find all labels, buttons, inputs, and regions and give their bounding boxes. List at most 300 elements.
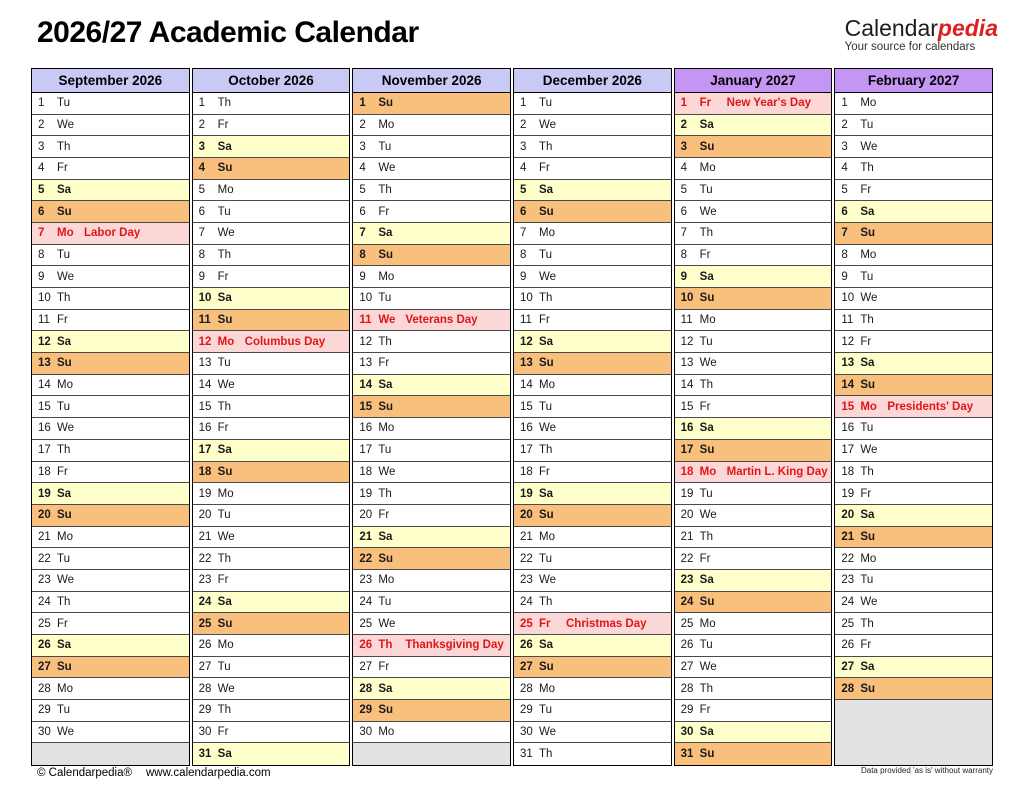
weekday-abbrev: Tu (217, 660, 231, 673)
day-number: 13 (38, 357, 51, 370)
day-cell (835, 462, 992, 484)
day-number: 2 (198, 119, 206, 131)
day-number: 14 (38, 379, 51, 392)
weekday-abbrev: Th (699, 530, 714, 543)
day-number: 7 (520, 227, 527, 240)
day-number: 10 (680, 292, 694, 305)
day-number: 8 (680, 249, 688, 262)
weekday-abbrev: Mo (57, 682, 73, 695)
day-number: 28 (680, 682, 694, 695)
day-number: 16 (198, 422, 212, 435)
day-cell (514, 700, 671, 722)
day-number: 21 (520, 530, 533, 543)
logo-wordmark (845, 16, 998, 40)
day-number: 2 (680, 119, 688, 131)
day-number: 8 (520, 249, 527, 262)
weekday-abbrev: We (539, 119, 557, 131)
day-cell (193, 570, 350, 592)
day-cell (32, 570, 189, 592)
day-number: 20 (198, 509, 212, 522)
weekday-abbrev: Sa (57, 184, 72, 197)
weekday-abbrev: Su (539, 509, 554, 522)
day-cell (193, 310, 350, 332)
day-cell (353, 657, 510, 679)
day-number: 5 (38, 184, 45, 197)
day-number: 11 (198, 314, 211, 327)
day-number: 4 (841, 162, 848, 175)
weekday-abbrev: Sa (217, 595, 232, 608)
day-cell (353, 418, 510, 440)
weekday-abbrev: We (860, 595, 878, 608)
day-cell (193, 483, 350, 505)
weekday-abbrev: Sa (860, 509, 875, 522)
day-cell (353, 462, 510, 484)
day-number: 26 (198, 639, 212, 652)
day-cell (514, 592, 671, 614)
day-cell (835, 115, 992, 137)
day-number: 9 (38, 270, 45, 283)
weekday-abbrev: Tu (860, 422, 874, 435)
weekday-abbrev: Su (539, 660, 554, 673)
weekday-abbrev: Tu (378, 444, 392, 457)
weekday-abbrev: Tu (860, 574, 874, 587)
day-number: 1 (359, 97, 366, 110)
weekday-abbrev: Fr (217, 270, 229, 283)
day-cell (514, 288, 671, 310)
month-header: February 2027 (835, 69, 992, 93)
day-cell (353, 201, 510, 223)
footer-copyright (37, 767, 271, 779)
day-number: 29 (520, 704, 533, 717)
day-cell (32, 93, 189, 115)
day-cell (193, 700, 350, 722)
weekday-abbrev: Fr (378, 660, 390, 673)
day-cell (353, 635, 510, 657)
day-number: 19 (520, 487, 533, 500)
day-cell (675, 136, 832, 158)
day-cell (675, 570, 832, 592)
weekday-abbrev: Su (217, 314, 233, 327)
day-number: 25 (198, 617, 212, 630)
day-cell (514, 418, 671, 440)
day-number: 23 (38, 574, 51, 587)
day-cell (514, 505, 671, 527)
weekday-abbrev: Sa (57, 487, 72, 500)
day-cell (193, 331, 350, 353)
weekday-abbrev: Su (378, 704, 394, 717)
weekday-abbrev: Th (539, 444, 553, 457)
holiday-label: Martin L. King Day (726, 465, 828, 478)
day-cell (32, 635, 189, 657)
day-cell (514, 743, 671, 765)
day-cell (32, 136, 189, 158)
holiday-label: Columbus Day (244, 335, 326, 348)
weekday-abbrev: We (57, 119, 75, 131)
day-cell (835, 635, 992, 657)
day-number: 29 (680, 704, 694, 717)
day-cell (193, 136, 350, 158)
day-cell (353, 158, 510, 180)
weekday-abbrev: Su (539, 357, 554, 370)
day-number: 27 (520, 660, 533, 673)
day-number: 11 (841, 314, 854, 327)
weekday-abbrev: Th (217, 552, 232, 565)
day-number: 24 (198, 595, 212, 608)
day-cell (835, 158, 992, 180)
day-number: 22 (38, 552, 51, 565)
day-cell (514, 483, 671, 505)
weekday-abbrev: We (217, 682, 235, 695)
weekday-abbrev: Th (378, 487, 392, 500)
day-number: 4 (38, 162, 45, 175)
day-cell (675, 657, 832, 679)
day-cell (32, 331, 189, 353)
day-cell (193, 201, 350, 223)
day-cell (32, 548, 189, 570)
day-cell (675, 310, 832, 332)
day-number: 17 (680, 444, 694, 457)
weekday-abbrev: Mo (539, 227, 555, 240)
day-cell (353, 505, 510, 527)
day-cell (514, 331, 671, 353)
day-cell (193, 396, 350, 418)
day-cell (32, 722, 189, 744)
weekday-abbrev: Sa (217, 140, 232, 153)
day-number: 13 (198, 357, 212, 370)
day-cell (675, 266, 832, 288)
day-cell (835, 613, 992, 635)
day-cell (675, 700, 832, 722)
day-number: 30 (680, 725, 694, 738)
day-cell (193, 375, 350, 397)
weekday-abbrev: Mo (860, 97, 877, 110)
day-number: 28 (841, 682, 855, 695)
weekday-abbrev: Sa (699, 270, 714, 283)
day-number: 19 (680, 487, 694, 500)
day-cell (32, 396, 189, 418)
day-number: 17 (520, 444, 533, 457)
day-cell (514, 310, 671, 332)
weekday-abbrev: We (378, 465, 396, 478)
month-column-december (513, 68, 672, 766)
day-number: 22 (841, 552, 855, 565)
day-number: 19 (38, 487, 51, 500)
day-number: 24 (841, 595, 855, 608)
day-number: 25 (680, 617, 694, 630)
day-cell (353, 678, 510, 700)
calendar-grid (31, 68, 993, 766)
day-cell (353, 396, 510, 418)
weekday-abbrev: Tu (860, 270, 874, 283)
day-number: 10 (359, 292, 373, 305)
weekday-abbrev: Mo (539, 682, 555, 695)
day-number: 20 (680, 509, 694, 522)
empty-cell (835, 700, 992, 765)
weekday-abbrev: Sa (217, 292, 232, 305)
day-cell (835, 331, 992, 353)
month-header: December 2026 (514, 69, 671, 93)
day-number: 2 (38, 119, 45, 131)
day-number: 19 (841, 487, 855, 500)
website-url: www.calendarpedia.com (145, 767, 271, 779)
day-cell (193, 158, 350, 180)
weekday-abbrev: Tu (539, 400, 552, 413)
day-number: 24 (520, 595, 533, 608)
weekday-abbrev: We (57, 725, 75, 738)
weekday-abbrev: Sa (378, 682, 393, 695)
day-cell (32, 613, 189, 635)
weekday-abbrev: Th (217, 400, 232, 413)
day-number: 21 (38, 530, 51, 543)
day-cell (32, 223, 189, 245)
day-number: 2 (520, 119, 527, 131)
day-cell (193, 527, 350, 549)
weekday-abbrev: Sa (539, 335, 554, 348)
day-number: 30 (359, 725, 373, 738)
day-cell (835, 505, 992, 527)
weekday-abbrev: Tu (217, 205, 231, 218)
day-number: 18 (520, 465, 533, 478)
day-number: 16 (520, 422, 533, 435)
day-cell (675, 722, 832, 744)
day-cell (514, 223, 671, 245)
day-number: 6 (359, 205, 366, 218)
day-cell (353, 592, 510, 614)
weekday-abbrev: Fr (539, 617, 551, 630)
day-number: 14 (520, 379, 533, 392)
month-header: October 2026 (193, 69, 350, 93)
weekday-abbrev: We (57, 574, 75, 587)
weekday-abbrev: Tu (699, 184, 713, 197)
day-number: 18 (359, 465, 373, 478)
day-number: 10 (198, 292, 212, 305)
day-number: 20 (520, 509, 533, 522)
page-title: 2026/27 Academic Calendar (37, 16, 419, 49)
day-number: 11 (359, 314, 372, 327)
day-cell (32, 700, 189, 722)
empty-cell (353, 743, 510, 765)
weekday-abbrev: Fr (860, 335, 872, 348)
month-days (32, 93, 189, 765)
day-number: 3 (520, 140, 527, 153)
day-cell (193, 418, 350, 440)
weekday-abbrev: Fr (699, 704, 711, 717)
weekday-abbrev: Sa (217, 748, 232, 761)
weekday-abbrev: Sa (699, 725, 714, 738)
day-number: 11 (38, 314, 50, 327)
day-cell (514, 657, 671, 679)
day-number: 23 (520, 574, 533, 587)
weekday-abbrev: Fr (378, 509, 390, 522)
day-number: 11 (680, 314, 693, 327)
day-number: 27 (359, 660, 373, 673)
weekday-abbrev: Mo (217, 184, 234, 197)
day-cell (353, 700, 510, 722)
weekday-abbrev: Th (539, 140, 553, 153)
day-cell (32, 527, 189, 549)
day-cell (193, 678, 350, 700)
weekday-abbrev: We (539, 270, 557, 283)
day-cell (32, 266, 189, 288)
weekday-abbrev: Th (860, 617, 874, 630)
weekday-abbrev: Fr (217, 422, 229, 435)
day-number: 2 (359, 119, 366, 131)
weekday-abbrev: Mo (378, 119, 395, 131)
day-cell (193, 592, 350, 614)
day-number: 6 (680, 205, 688, 218)
weekday-abbrev: Fr (217, 725, 229, 738)
day-cell (32, 245, 189, 267)
day-cell (835, 266, 992, 288)
weekday-abbrev: Mo (860, 400, 877, 413)
weekday-abbrev: Th (378, 335, 392, 348)
day-number: 3 (198, 140, 206, 153)
weekday-abbrev: Th (217, 97, 232, 110)
day-number: 24 (680, 595, 694, 608)
weekday-abbrev: Fr (699, 552, 711, 565)
weekday-abbrev: Fr (860, 487, 872, 500)
day-cell (353, 245, 510, 267)
day-cell (675, 483, 832, 505)
day-number: 12 (198, 335, 212, 348)
weekday-abbrev: Su (57, 660, 72, 673)
day-number: 1 (198, 97, 206, 110)
day-number: 13 (520, 357, 533, 370)
day-cell (835, 418, 992, 440)
day-cell (835, 136, 992, 158)
weekday-abbrev: Fr (860, 184, 872, 197)
day-number: 22 (359, 552, 373, 565)
day-number: 3 (680, 140, 688, 153)
day-cell (32, 462, 189, 484)
weekday-abbrev: Sa (217, 444, 232, 457)
weekday-abbrev: Th (539, 292, 553, 305)
day-cell (514, 440, 671, 462)
weekday-abbrev: Su (57, 357, 72, 370)
day-cell (193, 288, 350, 310)
day-number: 14 (680, 379, 694, 392)
weekday-abbrev: We (378, 617, 396, 630)
day-cell (353, 548, 510, 570)
day-cell (514, 375, 671, 397)
day-cell (675, 223, 832, 245)
day-cell (835, 288, 992, 310)
day-number: 3 (359, 140, 366, 153)
day-cell (675, 505, 832, 527)
day-cell (32, 180, 189, 202)
day-number: 9 (198, 270, 206, 283)
day-cell (193, 180, 350, 202)
day-number: 12 (359, 335, 373, 348)
weekday-abbrev: Mo (378, 270, 395, 283)
day-cell (32, 115, 189, 137)
weekday-abbrev: Sa (378, 227, 393, 240)
weekday-abbrev: Tu (699, 335, 713, 348)
month-column-january (674, 68, 833, 766)
day-number: 30 (520, 725, 533, 738)
day-cell (835, 223, 992, 245)
day-cell (353, 483, 510, 505)
weekday-abbrev: Th (217, 704, 232, 717)
day-number: 9 (520, 270, 527, 283)
weekday-abbrev: Su (217, 465, 233, 478)
day-number: 21 (198, 530, 212, 543)
day-number: 12 (841, 335, 855, 348)
holiday-label: Labor Day (84, 227, 141, 240)
day-number: 17 (841, 444, 855, 457)
day-number: 7 (680, 227, 688, 240)
weekday-abbrev: Th (539, 748, 553, 761)
weekday-abbrev: Su (378, 249, 394, 262)
day-cell (353, 570, 510, 592)
day-cell (193, 635, 350, 657)
day-number: 28 (198, 682, 212, 695)
day-number: 25 (359, 617, 373, 630)
weekday-abbrev: Mo (57, 530, 73, 543)
day-cell (675, 115, 832, 137)
day-cell (835, 657, 992, 679)
day-cell (514, 353, 671, 375)
weekday-abbrev: Su (860, 530, 876, 543)
day-cell (835, 93, 992, 115)
weekday-abbrev: Mo (378, 725, 395, 738)
weekday-abbrev: Mo (57, 379, 73, 392)
weekday-abbrev: Mo (217, 335, 235, 348)
day-cell (353, 266, 510, 288)
day-number: 7 (359, 227, 366, 240)
day-number: 29 (38, 704, 51, 717)
month-header: September 2026 (32, 69, 189, 93)
weekday-abbrev: Mo (699, 162, 716, 175)
day-number: 2 (841, 119, 848, 131)
day-number: 16 (680, 422, 694, 435)
day-number: 28 (359, 682, 373, 695)
day-number: 5 (841, 184, 848, 197)
weekday-abbrev: We (699, 205, 717, 218)
month-column-october (192, 68, 351, 766)
day-number: 18 (841, 465, 855, 478)
weekday-abbrev: Th (699, 227, 714, 240)
day-cell (514, 158, 671, 180)
weekday-abbrev: Su (378, 552, 394, 565)
holiday-label: Thanksgiving Day (405, 639, 504, 652)
day-number: 31 (680, 748, 694, 761)
day-cell (835, 310, 992, 332)
day-number: 8 (359, 249, 366, 262)
footer-disclaimer: Data provided 'as is' without warranty (860, 766, 993, 775)
day-number: 6 (520, 205, 527, 218)
day-number: 27 (38, 660, 51, 673)
month-days (353, 93, 510, 765)
day-number: 17 (198, 444, 212, 457)
weekday-abbrev: Su (860, 227, 876, 240)
day-number: 1 (680, 97, 688, 110)
day-number: 14 (198, 379, 212, 392)
day-cell (353, 375, 510, 397)
weekday-abbrev: Su (699, 748, 715, 761)
day-number: 4 (680, 162, 688, 175)
day-cell (32, 310, 189, 332)
weekday-abbrev: We (699, 660, 717, 673)
day-number: 16 (359, 422, 373, 435)
weekday-abbrev: Th (378, 184, 392, 197)
day-number: 9 (841, 270, 848, 283)
day-number: 15 (520, 400, 533, 413)
weekday-abbrev: We (57, 270, 75, 283)
weekday-abbrev: Tu (860, 119, 874, 131)
weekday-abbrev: Sa (539, 487, 554, 500)
day-cell (353, 115, 510, 137)
